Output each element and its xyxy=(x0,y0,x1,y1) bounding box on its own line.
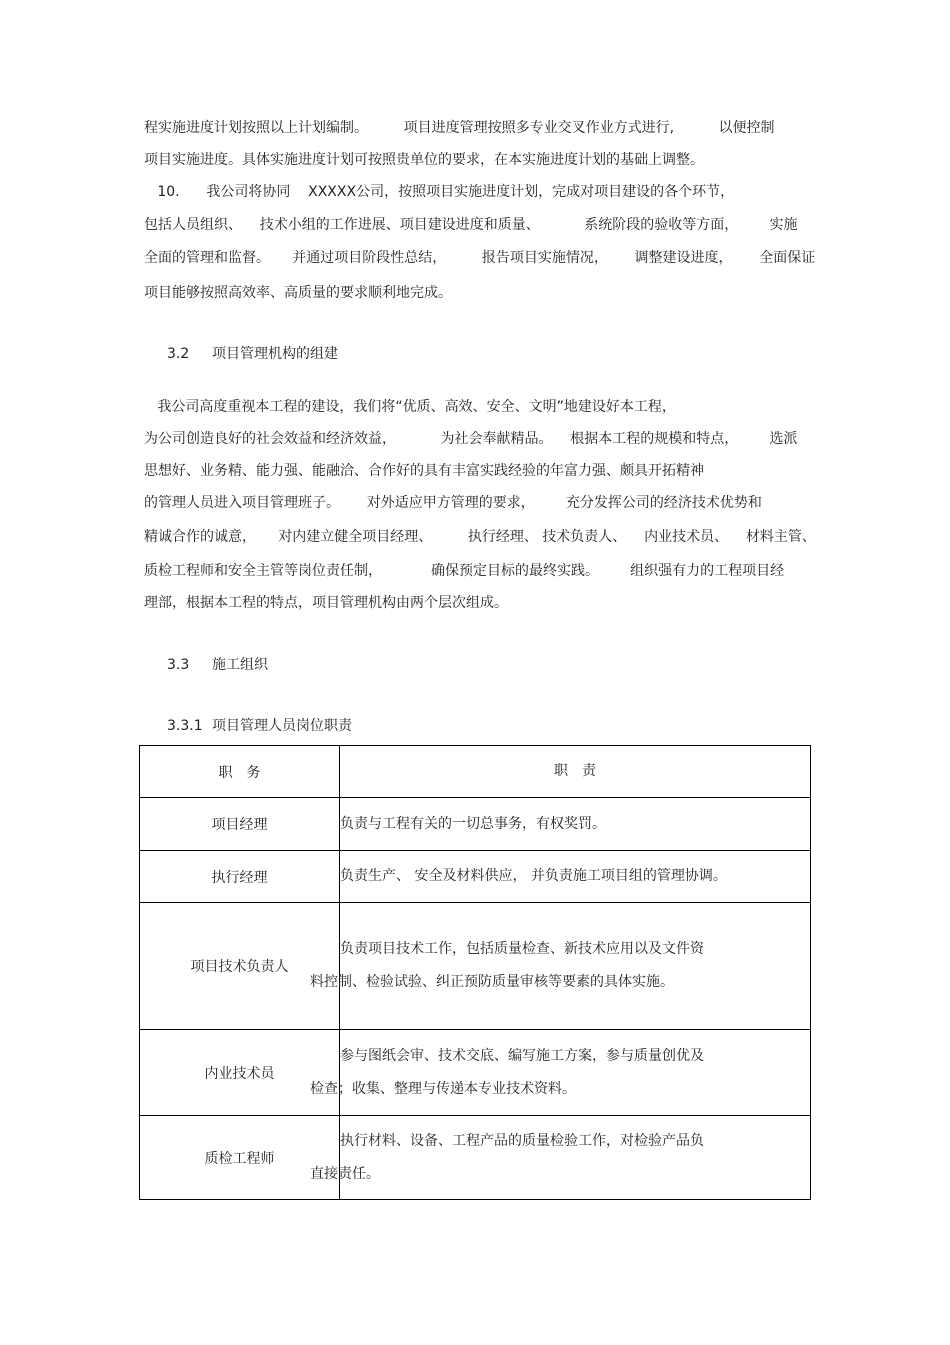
text-line: 精诚合作的诚意， 对内建立健全项目经理、 执行经理、 技术负责人、 内业技术员、 材料主管、 xyxy=(144,529,816,545)
text-line: 全面的管理和监督。 并通过项目阶段性总结， 报告项目实施情况， 调整建设进度， 全面保证 xyxy=(144,250,816,266)
duties-table xyxy=(139,745,811,1200)
role-cell: 内业技术员 xyxy=(140,1030,340,1116)
column-header-position: 职 务 xyxy=(140,746,340,798)
duty-cell xyxy=(310,903,811,1030)
table-row xyxy=(140,1116,811,1200)
table-row xyxy=(140,798,811,851)
column-header-duty: 职 责 xyxy=(340,746,811,798)
text-line: 程实施进度计划按照以上计划编制。 项目进度管理按照多专业交叉作业方式进行, 以便控制 xyxy=(144,120,775,136)
role-cell: 项目经理 xyxy=(140,798,340,851)
table-row xyxy=(140,903,811,1030)
text-line: 项目能够按照高效率、高质量的要求顺利地完成。 xyxy=(144,285,452,301)
subsection-title: 项目管理人员岗位职责 xyxy=(212,718,352,734)
text-line: 我公司高度重视本工程的建设，我们将“优质、高效、安全、文明”地建设好本工程， xyxy=(144,399,676,415)
table-row xyxy=(140,851,811,903)
text-line: 为公司创造良好的社会效益和经济效益， 为社会奉献精品。 根据本工程的规模和特点， 选派 xyxy=(144,431,798,447)
text-line: 的管理人员进入项目管理班子。 对外适应甲方管理的要求， 充分发挥公司的经济技术优势和 xyxy=(144,495,762,511)
duty-cell xyxy=(340,798,811,851)
table-header-row xyxy=(140,746,811,798)
role-cell: 质检工程师 xyxy=(140,1116,340,1200)
duty-line: 直接责任。 xyxy=(310,1165,380,1182)
duty-cell xyxy=(310,1116,811,1200)
duty-line: 负责生产、 安全及材料供应， 并负责施工项目组的管理协调。 xyxy=(340,868,727,884)
duty-cell xyxy=(340,851,811,903)
role-cell: 项目技术负责人 xyxy=(140,903,340,1030)
text-line: 10. 我公司将协同 XXXXX公司，按照项目实施进度计划，完成对项目建设的各个环节， xyxy=(144,184,735,200)
role-cell: 执行经理 xyxy=(140,851,340,903)
section-number: 3.3 xyxy=(167,657,190,673)
text-line: 思想好、业务精、能力强、能融洽、合作好的具有丰富实践经验的年富力强、颇具开拓精神 xyxy=(144,463,704,479)
duty-line: 负责与工程有关的一切总事务，有权奖罚。 xyxy=(340,815,606,832)
text-line: 质检工程师和安全主管等岗位责任制， 确保预定目标的最终实践。 组织强有力的工程项目经 xyxy=(144,563,785,579)
section-number: 3.2 xyxy=(167,346,190,362)
table-row xyxy=(140,1030,811,1116)
duty-line: 执行材料、设备、工程产品的质量检验工作，对检验产品负 xyxy=(340,1132,704,1149)
section-title: 施工组织 xyxy=(212,657,268,673)
duty-line: 负责项目技术工作，包括质量检查、新技术应用以及文件资 xyxy=(340,941,704,957)
section-title: 项目管理机构的组建 xyxy=(212,346,338,362)
text-line: 包括人员组织、 技术小组的工作进展、项目建设进度和质量、 系统阶段的验收等方面， 实施 xyxy=(144,217,798,233)
text-line: 项目实施进度。具体实施进度计划可按照贵单位的要求，在本实施进度计划的基础上调整。 xyxy=(144,152,704,168)
text-line: 理部，根据本工程的特点，项目管理机构由两个层次组成。 xyxy=(144,595,508,611)
subsection-number: 3.3.1 xyxy=(167,718,203,734)
duty-line: 参与图纸会审、技术交底、编写施工方案，参与质量创优及 xyxy=(340,1047,704,1064)
duty-line: 检查；收集、整理与传递本专业技术资料。 xyxy=(310,1080,576,1097)
duty-cell xyxy=(310,1030,811,1116)
duty-line: 料控制、检验试验、纠正预防质量审核等要素的具体实施。 xyxy=(310,974,674,990)
